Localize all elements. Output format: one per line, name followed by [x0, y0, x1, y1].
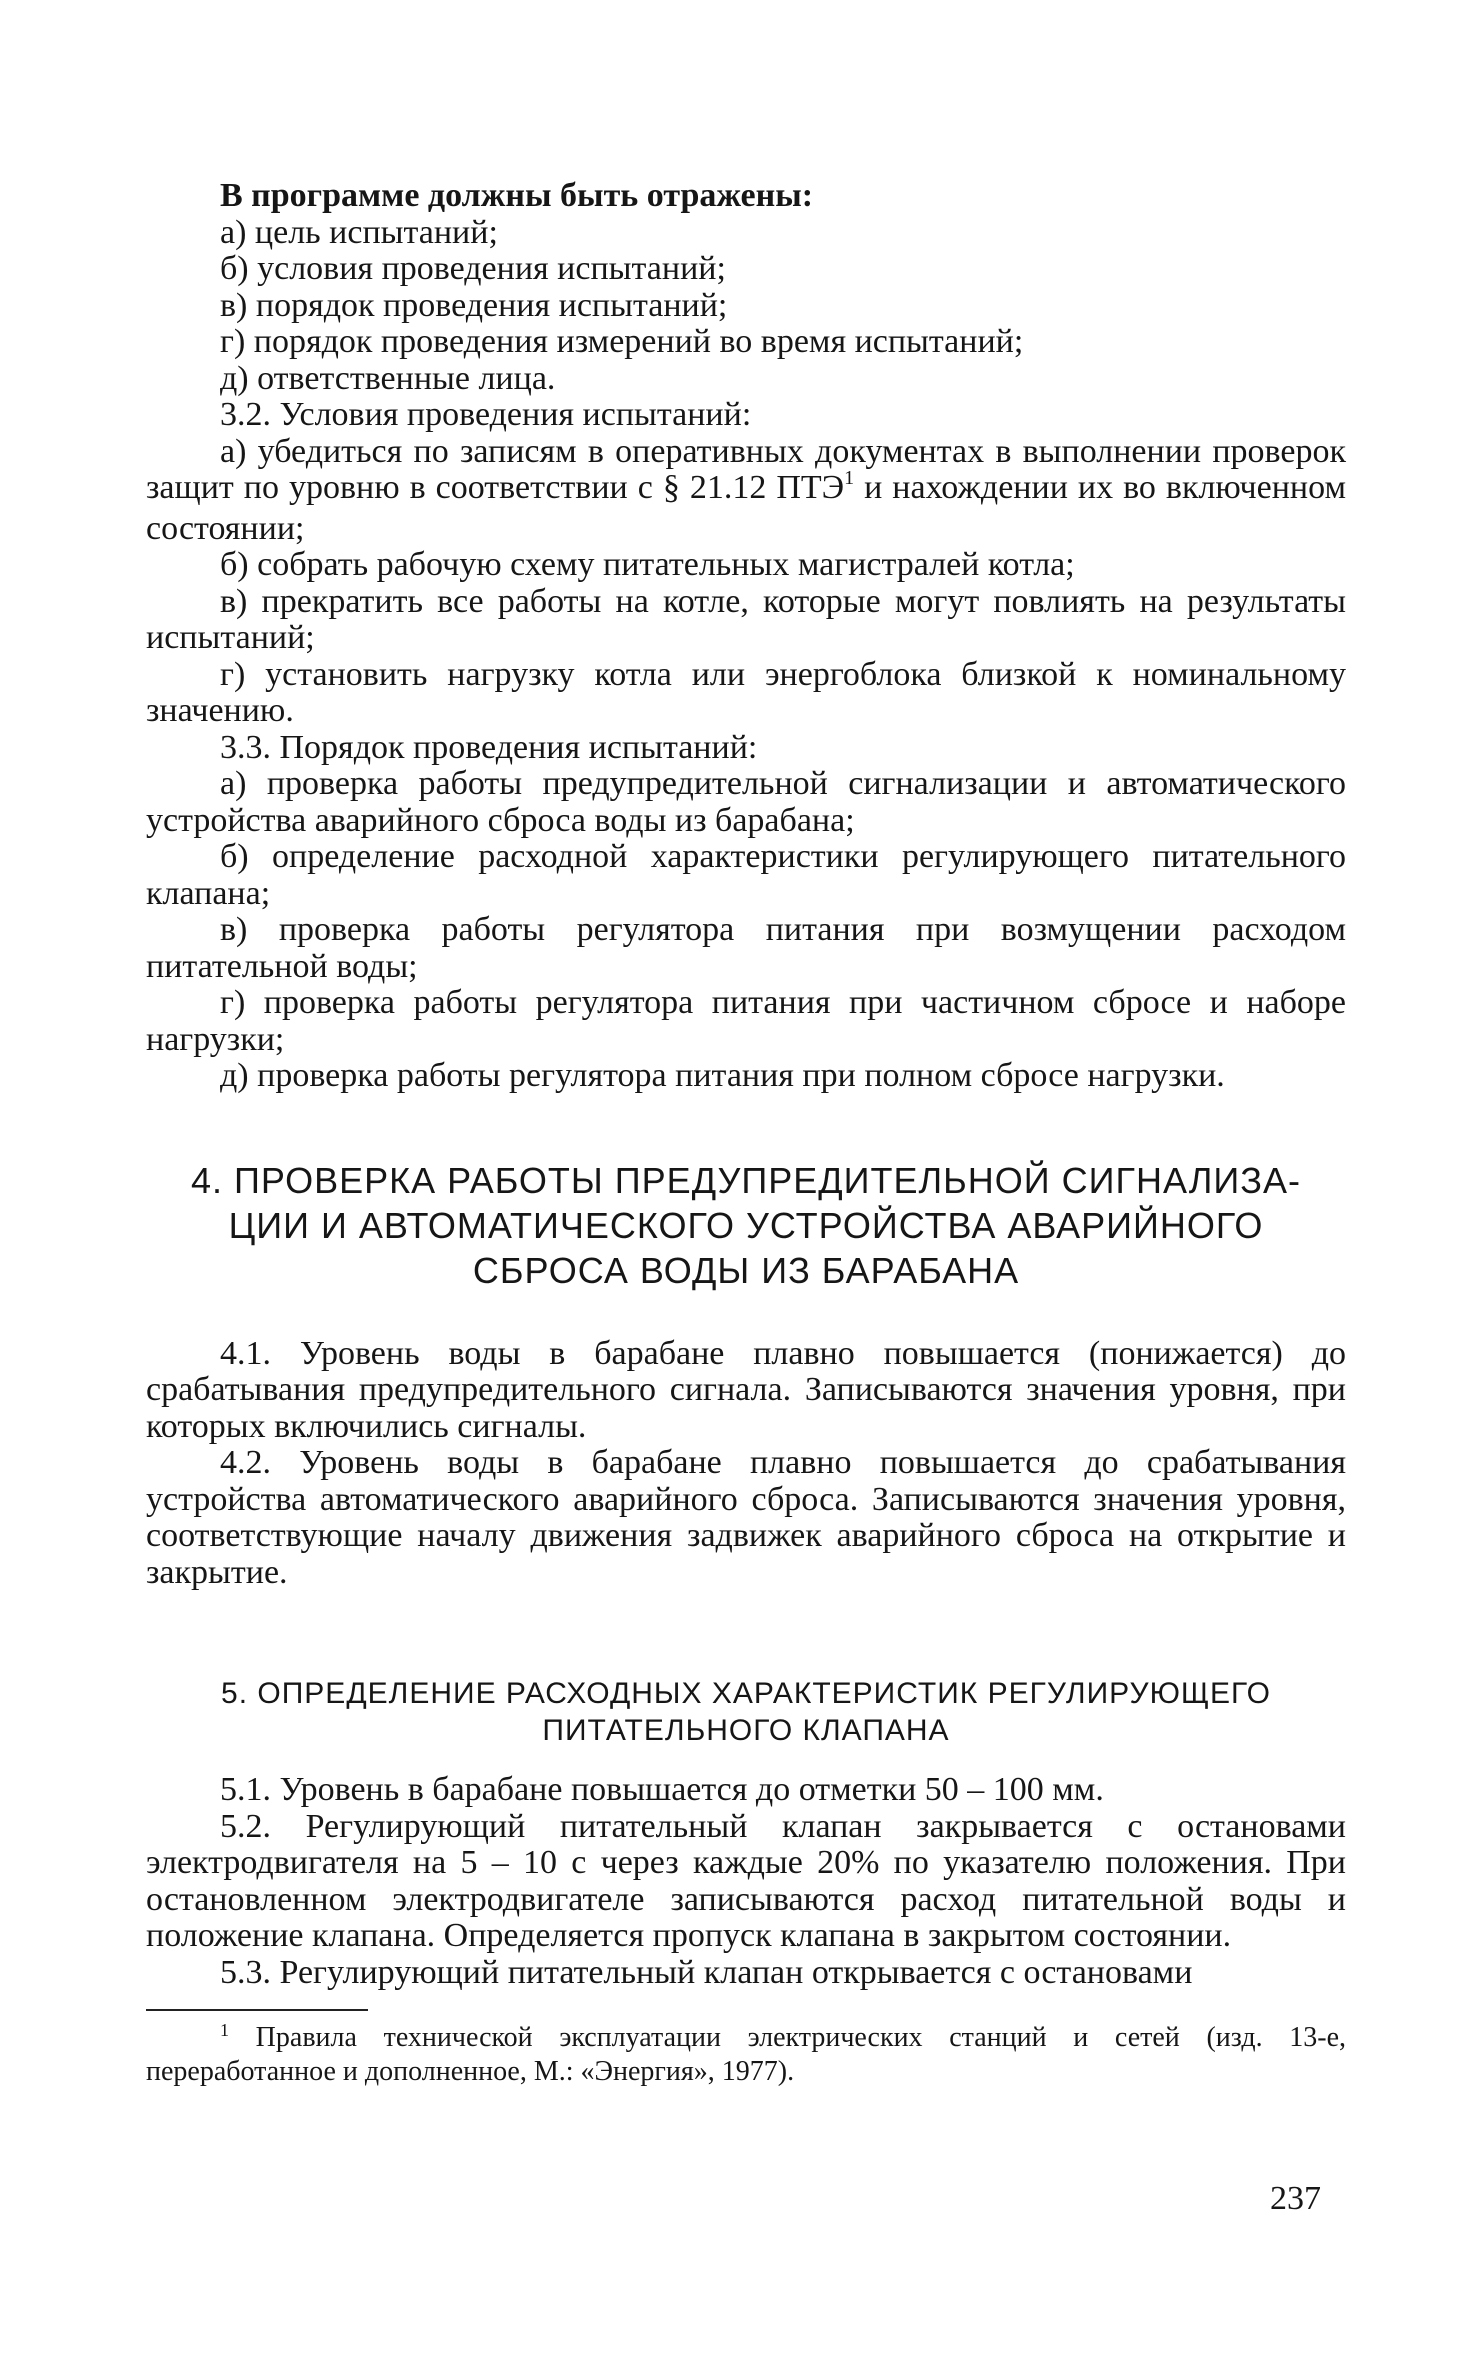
program-item-v: в) порядок проведения испытаний;: [220, 286, 728, 324]
s3-2-item-v: в) прекратить все работы на котле, которые могут повлиять на результаты испытаний;: [146, 582, 1346, 656]
s3-2-item-b: б) собрать рабочую схему питательных магистралей котла;: [220, 546, 1075, 583]
paragraph-5-3: 5.3. Регулирующий питательный клапан открывается с остановами: [220, 1953, 1193, 1991]
program-item-g: г) порядок проведения измерений во время испытаний;: [220, 323, 1024, 360]
s3-3-item-v: в) проверка работы регулятора питания при возмущении расходом питательной воды;: [146, 911, 1346, 985]
page-content: [146, 178, 1346, 2087]
paragraph-4-2: 4.2. Уровень воды в барабане плавно повышается до срабатывания устройства автоматического аварийного сброса. Записываются значения уровня, соответствующие началу движения задвижек аварийного сброса на открытие и закрытие.: [146, 1444, 1346, 1591]
section-5-title-line-2: ПИТАТЕЛЬНОГО КЛАПАНА: [542, 1714, 950, 1747]
program-item-d: д) ответственные лица.: [220, 359, 556, 397]
footnote: [146, 2022, 1346, 2087]
section-4-title: [146, 1158, 1346, 1293]
paragraph-4-1: 4.1. Уровень воды в барабане плавно повышается (понижается) до срабатывания предупредительного сигнала. Записываются значения уровня, при которых включились сигналы.: [146, 1334, 1346, 1445]
paragraph-5-1: 5.1. Уровень в барабане повышается до отметки 50 – 100 мм.: [220, 1771, 1104, 1808]
footnote-ref: 1: [844, 467, 855, 489]
section-5-title: [146, 1675, 1346, 1749]
s3-3-item-b: б) определение расходной характеристики регулирующего питательного клапана;: [146, 838, 1346, 912]
footnote-text: Правила технической эксплуатации электрических станций и сетей (изд. 13-е, переработанное и дополненное, М.: «Энергия», 1977).: [146, 2022, 1346, 2087]
page-number: 237: [1270, 2180, 1321, 2217]
s3-2-item-a-text: а) убедиться по записям в оперативных документах в выполнении проверок защит по уровню в соответствии с § 21.12 ПТЭ: [146, 432, 1346, 506]
footnote-marker: 1: [220, 2020, 229, 2040]
section-4-title-line-2: ЦИИ И АВТОМАТИЧЕСКОГО УСТРОЙСТВА АВАРИЙНОГО: [228, 1204, 1264, 1246]
section-5-title-line-1: 5. ОПРЕДЕЛЕНИЕ РАСХОДНЫХ ХАРАКТЕРИСТИК РЕГУЛИРУЮЩЕГО: [221, 1677, 1271, 1710]
s3-2-item-a: [146, 434, 1346, 548]
footnote-divider: [146, 2009, 368, 2011]
section-4-title-line-3: СБРОСА ВОДЫ ИЗ БАРАБАНА: [472, 1249, 1020, 1291]
paragraph-5-2: 5.2. Регулирующий питательный клапан закрывается с остановами электродвигателя на 5 – 10 с через каждые 20% по указателю положения. При остановленном электродвигателе записываются расход питательной воды и положение клапана. Определяется пропуск клапана в закрытом состоянии.: [146, 1807, 1346, 1954]
section-4-title-line-1: 4. ПРОВЕРКА РАБОТЫ ПРЕДУПРЕДИТЕЛЬНОЙ СИГНАЛИЗА-: [190, 1159, 1302, 1201]
s3-3-item-d: д) проверка работы регулятора питания при полном сбросе нагрузки.: [220, 1057, 1225, 1094]
program-intro: В программе должны быть отражены:: [220, 177, 814, 214]
s3-3-item-g: г) проверка работы регулятора питания при частичном сбросе и наборе нагрузки;: [146, 984, 1346, 1058]
program-item-b: б) условия проведения испытаний;: [220, 250, 726, 287]
s3-3-heading: 3.3. Порядок проведения испытаний:: [220, 728, 758, 766]
s3-2-item-a-tail: и нахождении их во включенном состоянии;: [146, 469, 1346, 547]
s3-2-item-g: г) установить нагрузку котла или энергоблока близкой к номинальному значению.: [146, 655, 1346, 729]
s3-2-heading: 3.2. Условия проведения испытаний:: [220, 396, 752, 433]
program-item-a: а) цель испытаний;: [220, 213, 498, 251]
s3-3-item-a: а) проверка работы предупредительной сигнализации и автоматического устройства аварийного сброса воды из барабана;: [146, 765, 1346, 839]
